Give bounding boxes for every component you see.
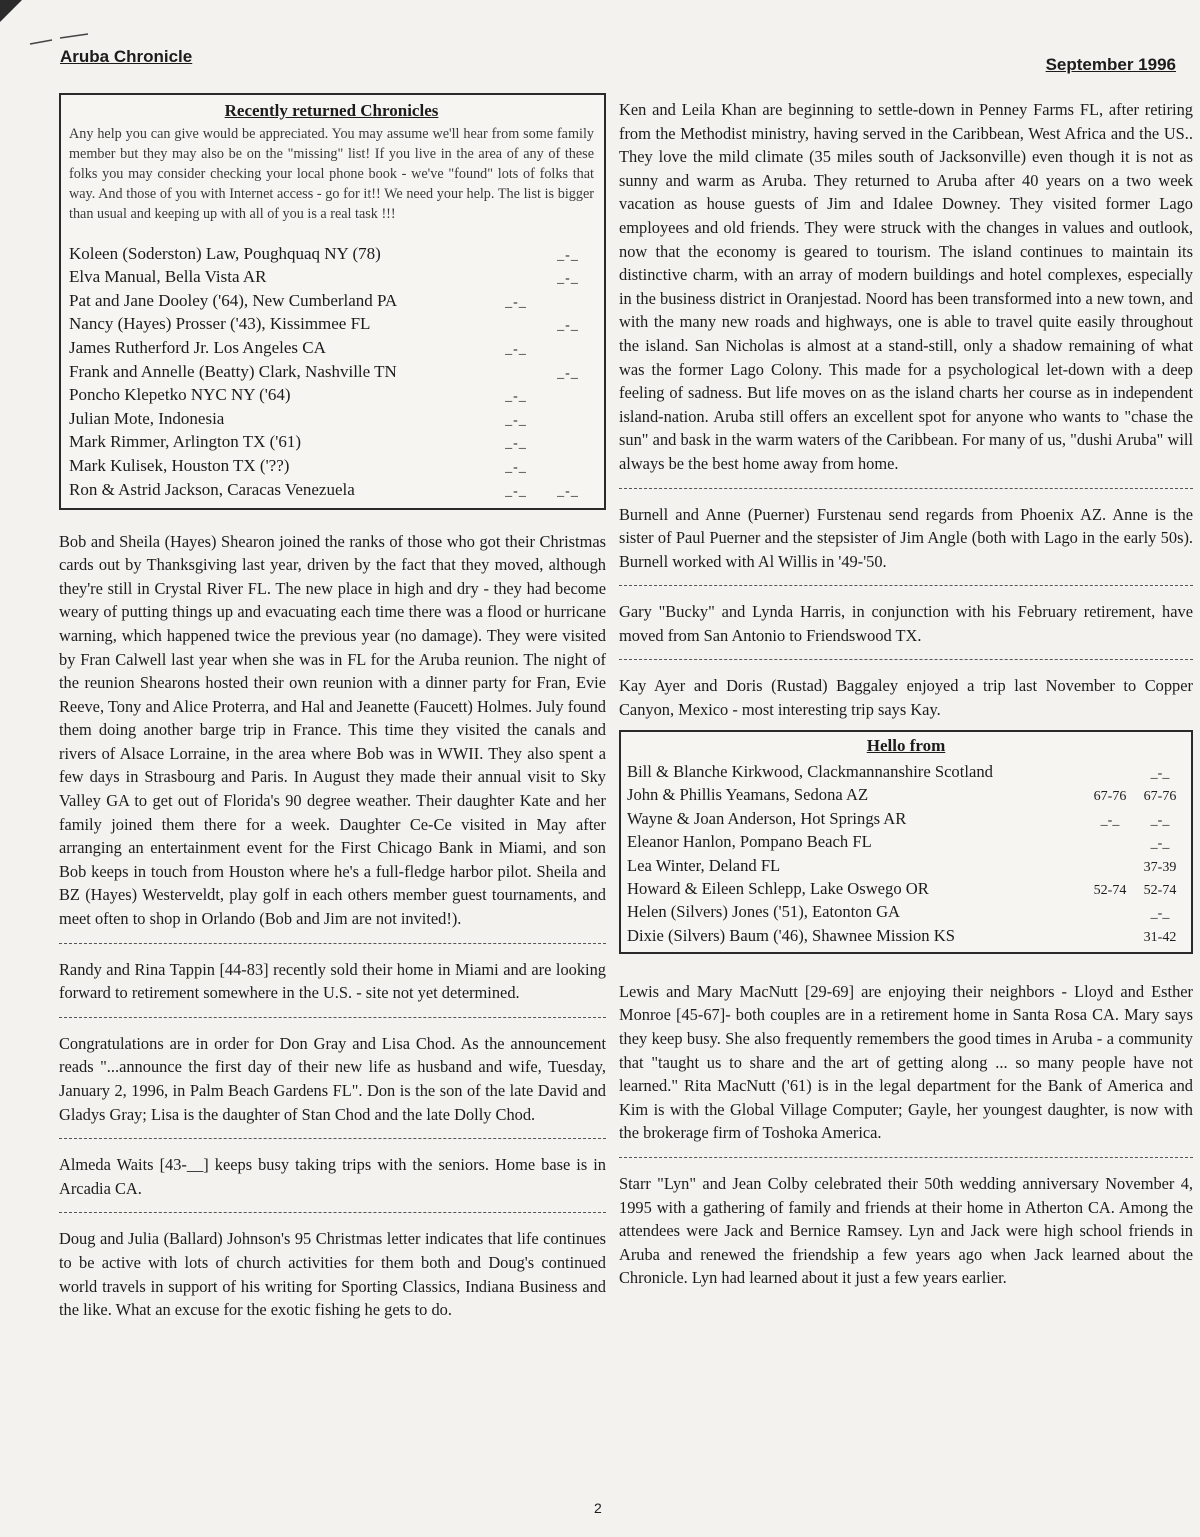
entry-years-b: 37-39 (1143, 859, 1177, 875)
entry-years-b: 31-42 (1143, 929, 1177, 945)
story-waits: Almeda Waits [43-__] keeps busy taking trips with the seniors. Home base is in Arcadia CA. (59, 1155, 606, 1198)
list-item (69, 429, 594, 453)
page-number: 2 (594, 1500, 602, 1516)
list-item (69, 382, 594, 406)
list-item (69, 476, 594, 500)
entry-years-a: 52-74 (1093, 883, 1127, 898)
story-furstenau: Burnell and Anne (Puerner) Furstenau send regards from Phoenix AZ. Anne is the sister of Paul Puerner and the stepsister of Jim Angle (both with Lago in the early 50s). Burnell worked with Al Willis in '49-'50. (619, 504, 1193, 571)
story-johnson: Doug and Julia (Ballard) Johnson's 95 Christmas letter indicates that life continues to be active with lots of church activities for them both and Doug's continued world travels in support of his writing for Sporting Classics, Indiana Business and the like. What an excuse for the exotic fishing he gets to do. (59, 1229, 606, 1320)
entry-name: Eleanor Hanlon, Pompano Beach FL (627, 832, 872, 852)
story-macnutt: Lewis and Mary MacNutt [29-69] are enjoying their neighbors - Lloyd and Esther Monroe [45-67]- both couples are in a retirement home in Santa Rosa CA. Mary says they keep busy. She also frequently remembers the good times in Aruba - a community that "taught us to share and the art of getting along ... so many people have not learned." Rita MacNutt ('61) is in the legal department for the Bank of America and Kim is with the Global Village Computer; Gayle, her youngest daughter, is now with the brokerage firm of Toshoka America. (619, 981, 1193, 1143)
entry-years-a: _-_ (505, 341, 527, 357)
entry-name: Julian Mote, Indonesia (69, 408, 225, 428)
list-item (627, 805, 1185, 828)
entry-name: Bill & Blanche Kirkwood, Clackmannanshire Scotland (627, 762, 993, 782)
dashed-divider (59, 1126, 606, 1139)
hello-box-title: Hello from (866, 735, 946, 755)
entry-name: Ron & Astrid Jackson, Caracas Venezuela (69, 479, 355, 499)
dashed-divider (619, 1145, 1193, 1158)
list-item (627, 759, 1185, 782)
entry-name: Mark Kulisek, Houston TX ('??) (69, 455, 290, 475)
list-item (69, 358, 594, 382)
dashed-divider (59, 1005, 606, 1018)
returned-box-intro: Any help you can give would be appreciated. You may assume we'll hear from some family member but they may also be on the "missing" list! If you live in the area of any of these folks you may consider checking your local phone book - we've "found" lots of folks that way. And those of you with Internet access - go for it!! We need your help. The list is bigger than usual and keeping up with all of you is a real task !!! (69, 126, 594, 222)
entry-name: Helen (Silvers) Jones ('51), Eatonton GA (627, 902, 901, 922)
list-item (69, 334, 594, 358)
list-item (627, 899, 1185, 922)
entry-name: Nancy (Hayes) Prosser ('43), Kissimmee FL (69, 314, 371, 334)
list-item (627, 922, 1185, 945)
entry-years-b: _-_ (1150, 836, 1170, 852)
list-item (69, 264, 594, 288)
entry-years-b: _-_ (557, 365, 579, 381)
list-item (627, 829, 1185, 852)
issue-date: September 1996 (1045, 55, 1176, 74)
entry-years-a: 67-76 (1093, 789, 1127, 805)
list-item (627, 782, 1185, 805)
entry-name: Wayne & Joan Anderson, Hot Springs AR (627, 808, 907, 828)
list-item (627, 876, 1185, 899)
hello-from-box (619, 730, 1193, 954)
entry-years-b: _-_ (1150, 906, 1170, 922)
entry-years-a: _-_ (505, 459, 527, 475)
list-item (69, 452, 594, 476)
story-shearon: Bob and Sheila (Hayes) Shearon joined the ranks of those who got their Christmas cards out by Thanksgiving last year, driven by the fact that they moved, although they're still in Crystal River FL. The new place in high and dry - they had become weary of putting things up and evacuating each time there was a flood or hurricane warning, which happened twice the previous year (no damage). They were visited by Fran Calwell last year when she was in FL for the Aruba reunion. The night of the reunion Shearons hosted their own reunion with a dinner party for Fran, Evie Reeve, Tony and Alice Proterra, and Hal and Jeanette (Faucett) Holmes. July found them doing another barge trip in France. This time they visited the canals and rivers of Alsace Lorraine, in the area where Bob was in WWII. They also spent a few days in Strasbourg and Paris. In August they made their annual visit to Sky Valley GA to get out of Florida's 90 degree weather. Their daughter Kate and her family joined them there for a week. Daughter Ce-Ce visited in May after arranging an entertainment event for the First Chicago Bank in Miami, and son Bob keeps in touch from Houston where he's a full-fledge harbor pilot. Sheila and BZ (Hayes) Westerveldt, play golf in each others member guest tournaments, and meet often to shop in Orlando (Bob and Jim are not invited!). (59, 531, 606, 929)
story-tappin: Randy and Rina Tappin [44-83] recently sold their home in Miami and are looking forward to retirement somewhere in the U.S. - site not yet determined. (59, 959, 606, 1003)
entry-name: Poncho Klepetko NYC NY ('64) (69, 385, 291, 405)
dashed-divider (619, 647, 1193, 660)
entry-name: Frank and Annelle (Beatty) Clark, Nashville TN (69, 361, 397, 381)
entry-years-b: _-_ (1150, 812, 1170, 828)
entry-years-b: 67-76 (1143, 789, 1177, 805)
entry-years-a: _-_ (505, 294, 527, 310)
list-item (69, 287, 594, 311)
entry-name: Pat and Jane Dooley ('64), New Cumberland PA (69, 290, 398, 310)
entry-name: Mark Rimmer, Arlington TX ('61) (69, 432, 302, 452)
entry-years-a: _-_ (505, 483, 527, 499)
story-harris: Gary "Bucky" and Lynda Harris, in conjunction with his February retirement, have moved from San Antonio to Friendswood TX. (619, 602, 1193, 645)
dashed-divider (59, 931, 606, 944)
dashed-divider (619, 573, 1193, 586)
story-colby: Starr "Lyn" and Jean Colby celebrated their 50th wedding anniversary November 4, 1995 with a gathering of family and friends at their home in Atherton CA. Among the attendees were Jack and Bernice Ramsey. Lyn and Jack were high school friends in Aruba and renewed the friendship a few years ago when Jack learned about the Chronicle. Lyn had learned about it just a few years earlier. (619, 1173, 1193, 1288)
entry-years-a: _-_ (505, 389, 527, 405)
entry-name: Howard & Eileen Schlepp, Lake Oswego OR (627, 879, 929, 898)
list-item (69, 405, 594, 429)
left-column (59, 93, 606, 1322)
returned-chronicles-box (59, 93, 606, 510)
entry-years-b: _-_ (557, 271, 579, 287)
entry-name: Dixie (Silvers) Baum ('46), Shawnee Mission KS (627, 925, 955, 945)
entry-years-a: _-_ (505, 412, 527, 428)
returned-box-title: Recently returned Chronicles (224, 101, 439, 120)
entry-name: Koleen (Soderston) Law, Poughquaq NY (78) (69, 243, 381, 263)
list-item (627, 852, 1185, 875)
entry-name: Lea Winter, Deland FL (627, 855, 781, 875)
story-gray-chod: Congratulations are in order for Don Gray and Lisa Chod. As the announcement reads "...announce the first day of their new life as husband and wife, Tuesday, January 2, 1996, in Palm Beach Gardens FL". Don is the son of the late David and Gladys Gray; Lisa is the daughter of Stan Chod and the late Dolly Chod. (59, 1033, 606, 1124)
list-item (69, 311, 594, 335)
list-item (69, 240, 594, 264)
entry-years-b: _-_ (557, 247, 579, 263)
entry-name: James Rutherford Jr. Los Angeles CA (69, 337, 326, 357)
dashed-divider (59, 1200, 606, 1213)
entry-years-a: _-_ (1100, 812, 1120, 828)
entry-name: Elva Manual, Bella Vista AR (69, 267, 267, 287)
entry-years-b: _-_ (557, 483, 579, 499)
right-column (619, 98, 1193, 1290)
returned-list (69, 240, 594, 500)
entry-years-b: _-_ (1150, 766, 1170, 782)
newsletter-title: Aruba Chronicle (60, 47, 193, 66)
entry-years-a: _-_ (505, 436, 527, 452)
entry-years-b: 52-74 (1143, 883, 1177, 898)
story-ayer-baggaley: Kay Ayer and Doris (Rustad) Baggaley enjoyed a trip last November to Copper Canyon, Mexico - most interesting trip says Kay. (619, 676, 1193, 720)
entry-name: John & Phillis Yeamans, Sedona AZ (627, 785, 869, 805)
story-khan: Ken and Leila Khan are beginning to settle-down in Penney Farms FL, after retiring from the Methodist ministry, having served in the Caribbean, West Africa and the US.. They love the mild climate (35 miles south of Jacksonville) even though it is not as sunny and warm as Aruba. They returned to Aruba after 40 years on a two week vacation as house guests of Jim and Idalee Downey. They visited former Lago employees and old friends. They were struck with the changes in values and outlook, now that the economy is geared to tourism. The island continues to maintain its distinctive charm, with an array of modern buildings and hotel complexes, especially in the business district in Oranjestad. Noord has been transformed into a new town, and with the many new roads and highways, one is able to travel quite easily throughout the island. San Nicholas is almost at a stand-still, only a shadow remaining of what was the former Lago Colony. This made for a psychological let-down with a deep feeling of sadness. But life moves on as the island charts her course as in independent island-nation. Aruba still offers an excellent spot for anyone who wants to "chase the sun" and bask in the warm waters of the Caribbean. For many of us, "dushi Aruba" will always be the best home away from home. (619, 100, 1193, 473)
entry-years-b: _-_ (557, 318, 579, 334)
dashed-divider (619, 476, 1193, 489)
